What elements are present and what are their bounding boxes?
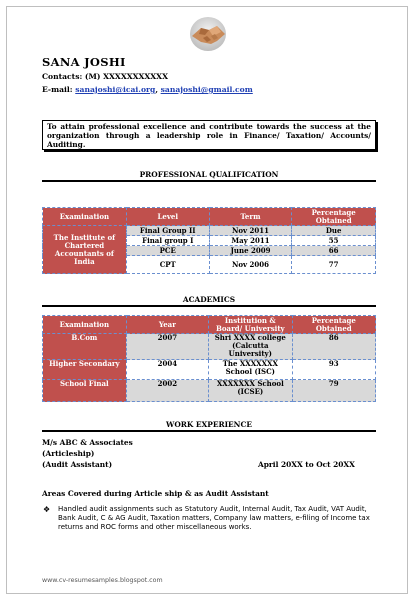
level-cell: Final Group II <box>126 226 209 236</box>
work-period: April 20XX to Oct 20XX <box>258 460 355 469</box>
institution-cell: The XXXXXXX School (ISC) <box>209 360 292 380</box>
academics-table <box>42 315 376 402</box>
footer-url: www.cv-resumesamples.blogspot.com <box>42 577 163 584</box>
section-divider <box>42 180 376 181</box>
year-cell: 2007 <box>126 334 208 360</box>
pct-cell: 55 <box>292 236 376 246</box>
col-percentage: Percentage Obtained <box>292 208 376 226</box>
exam-cell: School Final <box>43 380 127 402</box>
institute-cell: The Institute of Chartered Accountants of India <box>43 226 127 274</box>
professional-table <box>42 207 376 274</box>
bullet-text: Handled audit assignments such as Statutory Audit, Internal Audit, Tax Audit, VAT Audit, Bank Audit, C & AG Audit, Taxation matters, Company law matters, e-filing of Income tax returns and ROC forms and other miscellaneous works. <box>58 505 370 531</box>
areas-covered-title: Areas Covered during Article ship & as Audit Assistant <box>42 489 269 498</box>
academics-title: ACADEMICS <box>182 295 236 304</box>
section-divider <box>42 305 376 306</box>
email-label: E-mail: <box>42 85 73 94</box>
term-cell: Nov 2011 <box>209 226 292 236</box>
pct-cell: 66 <box>292 246 376 256</box>
term-cell: Nov 2006 <box>209 256 292 274</box>
pct-cell: 79 <box>292 380 375 402</box>
col-examination: Examination <box>43 208 127 226</box>
pct-cell: 93 <box>292 360 375 380</box>
term-cell: May 2011 <box>209 236 292 246</box>
pct-cell: 77 <box>292 256 376 274</box>
col-year: Year <box>126 316 208 334</box>
company-name: M/s ABC & Associates <box>42 438 133 447</box>
year-cell: 2004 <box>126 360 208 380</box>
table-row <box>43 380 376 402</box>
col-term: Term <box>209 208 292 226</box>
role-title: (Audit Assistant) <box>42 460 113 469</box>
level-cell: CPT <box>126 256 209 274</box>
candidate-name: SANA JOSHI <box>42 55 126 69</box>
email-link-icai[interactable]: sanajoshi@icai.org <box>75 85 156 94</box>
engagement-type: (Articleship) <box>42 449 95 458</box>
professional-qualification-title: PROFESSIONAL QUALIFICATION <box>139 170 279 179</box>
table-row <box>43 334 376 360</box>
institution-cell: Shri XXXX college (Calcutta University) <box>209 334 292 360</box>
table-row <box>43 226 376 236</box>
level-cell: PCE <box>126 246 209 256</box>
exam-cell: B.Com <box>43 334 127 360</box>
exam-cell: Higher Secondary <box>43 360 127 380</box>
col-examination: Examination <box>43 316 127 334</box>
pct-cell: Due <box>292 226 376 236</box>
email-line <box>42 85 253 94</box>
contacts-line: Contacts: (M) XXXXXXXXXXX <box>42 72 168 81</box>
email-link-gmail[interactable]: sanajoshi@gmail.com <box>160 85 253 94</box>
objective-box: To attain professional excellence and contribute towards the success at the organization through a leadership role in Finance/ Taxation/ Accounts/ Auditing. <box>42 120 376 150</box>
table-row <box>43 360 376 380</box>
section-divider <box>42 430 376 431</box>
col-level: Level <box>126 208 209 226</box>
term-cell: June 2009 <box>209 246 292 256</box>
list-item <box>43 505 378 532</box>
email-separator: , <box>155 85 158 94</box>
col-institution: Institution & Board/ University <box>209 316 292 334</box>
handshake-icon <box>187 14 229 54</box>
level-cell: Final group I <box>126 236 209 246</box>
work-experience-title: WORK EXPERIENCE <box>166 420 252 429</box>
pct-cell: 86 <box>292 334 375 360</box>
institution-cell: XXXXXXX School (ICSE) <box>209 380 292 402</box>
col-percentage: Percentage Obtained <box>292 316 375 334</box>
year-cell: 2002 <box>126 380 208 402</box>
diamond-bullet-icon: ❖ <box>43 505 51 514</box>
